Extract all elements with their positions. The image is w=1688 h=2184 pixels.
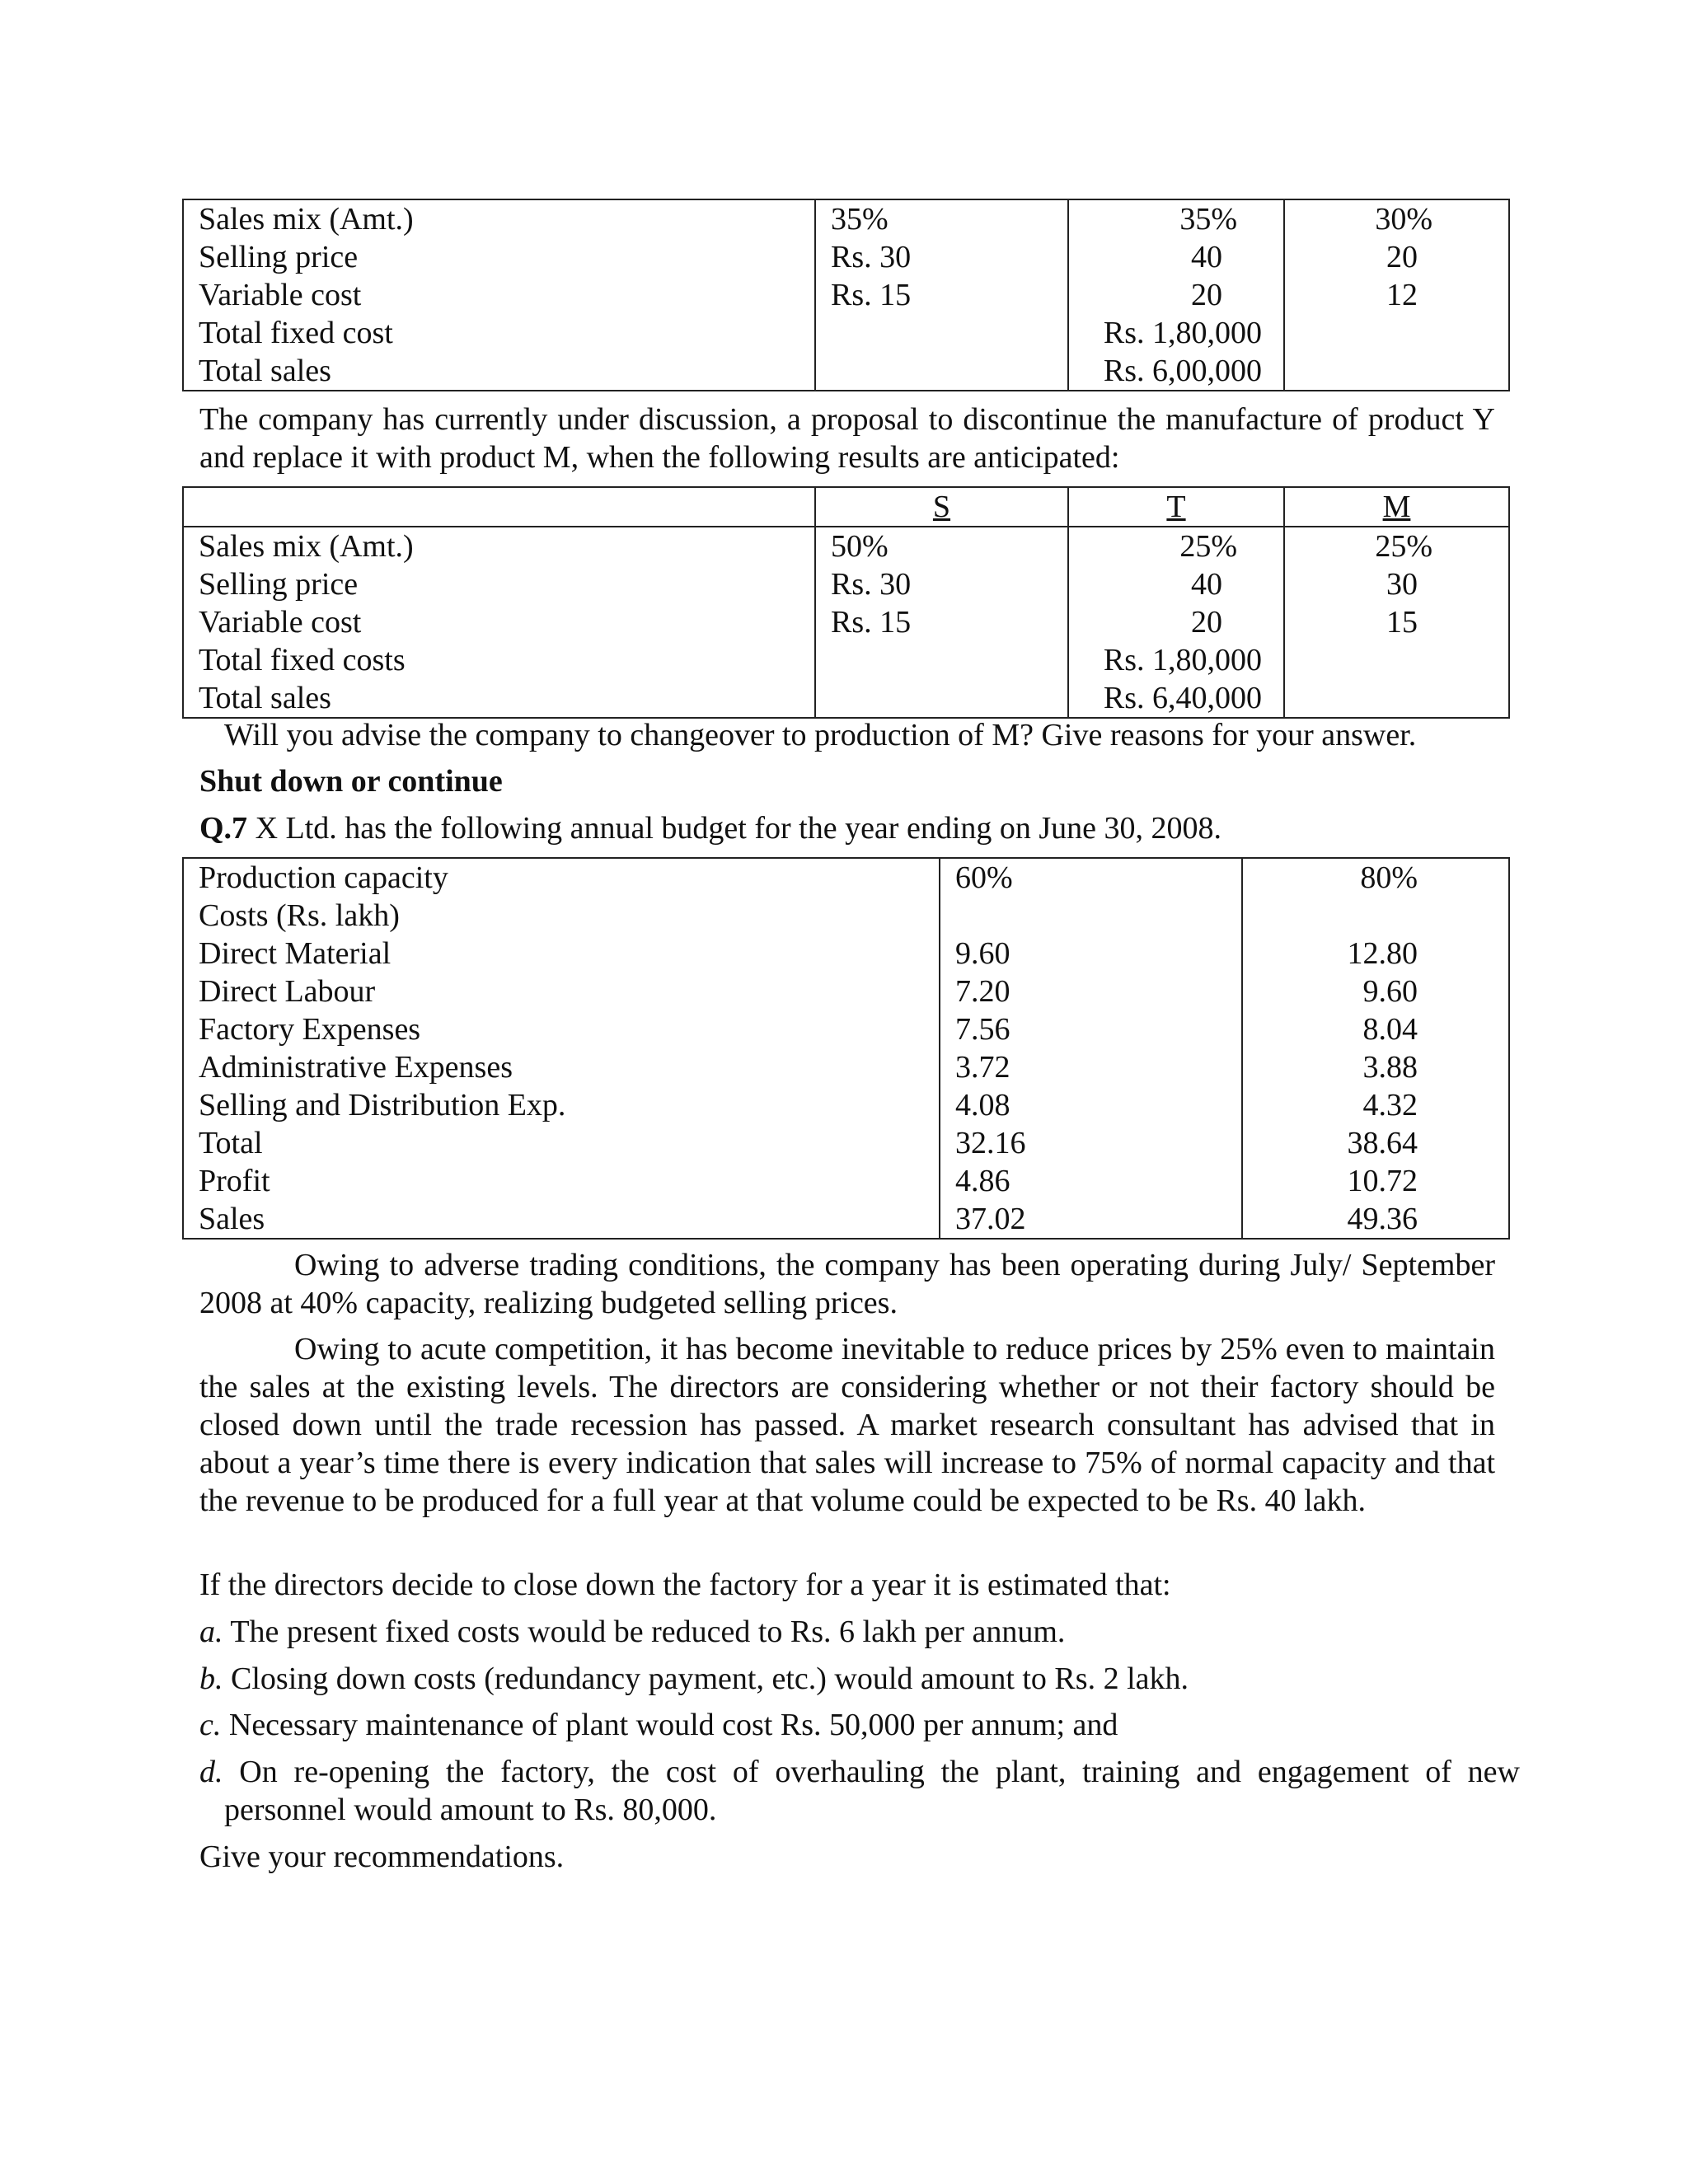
estimate-item-c <box>199 1706 1495 1744</box>
table3-label: Sales <box>199 1202 265 1236</box>
table1-cell: 35% <box>831 202 889 237</box>
table1-cell: Rs. 6,00,000 <box>1103 354 1262 388</box>
table2-label: Total fixed costs <box>199 643 406 677</box>
changeover-question: Will you advise the company to changeover to production of M? Give reasons for your answer. <box>224 718 1417 752</box>
table3-label: Administrative Expenses <box>199 1050 513 1085</box>
table2-col-t <box>1068 527 1284 718</box>
table1-label: Total fixed cost <box>199 316 393 350</box>
table2-label: Selling price <box>199 567 359 602</box>
table2-cell: 20 <box>1191 605 1222 640</box>
table3-label: Factory Expenses <box>199 1012 421 1047</box>
item-text: Closing down costs (redundancy payment, etc.) would amount to Rs. 2 lakh. <box>223 1661 1189 1696</box>
proposal-paragraph: The company has currently under discussion, a proposal to discontinue the manufacture of product Y and replace it with product M, when the following results are anticipated: <box>199 402 1495 475</box>
table3-cell: 32.16 <box>955 1126 1026 1160</box>
table3-label: Direct Labour <box>199 974 376 1009</box>
table2-col-s <box>815 527 1068 718</box>
table2-cell: Rs. 15 <box>831 605 912 640</box>
table2-header-s: S <box>815 487 1068 527</box>
estimate-item-b <box>199 1660 1495 1698</box>
table1-label: Variable cost <box>199 278 362 312</box>
table1-label: Sales mix (Amt.) <box>199 202 414 237</box>
table2-label: Sales mix (Amt.) <box>199 529 414 564</box>
table3-label: Direct Material <box>199 936 392 971</box>
table2-label: Total sales <box>199 681 331 715</box>
item-text: On re-opening the factory, the cost of overhauling the plant, training and engagement of new personnel would amount to Rs. 80,000. <box>223 1755 1520 1827</box>
table3-labels <box>183 858 940 1239</box>
table2-cell: 50% <box>831 529 889 564</box>
estimate-item-a <box>199 1613 1495 1651</box>
table1-cell: Rs. 30 <box>831 240 912 274</box>
table2-labels <box>183 527 815 718</box>
table3-label: Selling and Distribution Exp. <box>199 1088 566 1122</box>
table3-label: Profit <box>199 1164 270 1198</box>
table3-cell: 4.32 <box>1362 1088 1418 1122</box>
close-down-intro: If the directors decide to close down the factory for a year it is estimated that: <box>199 1568 1171 1602</box>
table3-cell <box>1258 897 1418 935</box>
table2-header-blank <box>183 487 815 527</box>
table3-label: Total <box>199 1126 263 1160</box>
table1-cell <box>1300 352 1418 390</box>
annual-budget-table <box>182 857 1510 1240</box>
table3-label: Costs (Rs. lakh) <box>199 898 400 933</box>
table2-cell: 25% <box>1375 529 1432 564</box>
q7-intro <box>199 809 1221 847</box>
table2-cell <box>1300 641 1418 679</box>
table3-cell: 37.02 <box>955 1202 1026 1236</box>
table2-col-m <box>1284 527 1509 718</box>
table2-label: Variable cost <box>199 605 362 640</box>
table1-cell <box>831 352 1053 390</box>
table3-cell: 9.60 <box>955 936 1010 971</box>
table3-cell: 80% <box>1360 860 1418 895</box>
table3-cell: 12.80 <box>1347 936 1418 971</box>
item-text: Necessary maintenance of plant would cost Rs. 50,000 per annum; and <box>221 1708 1118 1742</box>
table2-header-m: M <box>1284 487 1509 527</box>
table1-cell: 20 <box>1191 278 1222 312</box>
table3-cell: 3.88 <box>1362 1050 1418 1085</box>
item-marker: d. <box>199 1755 223 1789</box>
table1-cell: 12 <box>1386 278 1418 312</box>
table3-cell: 4.08 <box>955 1088 1010 1122</box>
table3-col-60 <box>940 858 1242 1239</box>
table3-cell: 7.56 <box>955 1012 1010 1047</box>
table3-col-80 <box>1242 858 1509 1239</box>
table1-col-s <box>815 199 1068 391</box>
table1-cell: 40 <box>1191 240 1222 274</box>
table2-cell: 15 <box>1386 605 1418 640</box>
table3-cell: 4.86 <box>955 1164 1010 1198</box>
table1-label: Selling price <box>199 240 359 274</box>
table2-cell: Rs. 30 <box>831 567 912 602</box>
table3-label: Production capacity <box>199 860 448 895</box>
q7-label: Q.7 <box>199 811 248 846</box>
table2-cell: Rs. 6,40,000 <box>1103 681 1262 715</box>
table1-cell: Rs. 15 <box>831 278 912 312</box>
table2-cell <box>831 679 1053 717</box>
table3-cell <box>955 897 1226 935</box>
table3-cell: 10.72 <box>1347 1164 1418 1198</box>
competition-paragraph: Owing to acute competition, it has become inevitable to reduce prices by 25% even to maintain the sales at the existing levels. The directors are considering whether or not their factory should be closed down until the trade recession has passed. A market research consultant has advised that in about a year’s time there is every indication that sales will increase to 75% of normal capacity and that the revenue to be produced for a full year at that volume could be expected to be Rs. 40 lakh. <box>199 1332 1495 1518</box>
item-marker: c. <box>199 1708 222 1742</box>
table2-cell: 40 <box>1191 567 1222 602</box>
section-heading: Shut down or continue <box>199 764 503 799</box>
table2-cell <box>831 641 1053 679</box>
table2-cell: 30 <box>1386 567 1418 602</box>
table2-header-t: T <box>1068 487 1284 527</box>
table3-cell: 49.36 <box>1347 1202 1418 1236</box>
estimate-item-d <box>199 1753 1520 1829</box>
table1-col-u <box>1284 199 1509 391</box>
table1-labels <box>183 199 815 391</box>
table3-cell: 3.72 <box>955 1050 1010 1085</box>
table3-cell: 7.20 <box>955 974 1010 1009</box>
table1-cell: 20 <box>1386 240 1418 274</box>
q7-text: X Ltd. has the following annual budget for the year ending on June 30, 2008. <box>247 811 1222 846</box>
table1-cell <box>831 314 1053 352</box>
sales-mix-table-current <box>182 199 1510 391</box>
table3-cell: 60% <box>955 860 1013 895</box>
sales-mix-table-proposed <box>182 486 1510 719</box>
table1-cell <box>1300 314 1418 352</box>
table3-cell: 9.60 <box>1362 974 1418 1009</box>
item-marker: a. <box>199 1615 223 1649</box>
table2-cell: 25% <box>1179 529 1237 564</box>
table2-cell: Rs. 1,80,000 <box>1103 643 1262 677</box>
item-marker: b. <box>199 1661 223 1696</box>
table3-cell: 8.04 <box>1362 1012 1418 1047</box>
closing-line: Give your recommendations. <box>199 1840 565 1874</box>
trading-conditions-paragraph: Owing to adverse trading conditions, the company has been operating during July/ September 2008 at 40% capacity, realizing budgeted selling prices. <box>199 1248 1495 1320</box>
table1-col-t <box>1068 199 1284 391</box>
table1-cell: 35% <box>1179 202 1237 237</box>
table3-cell: 38.64 <box>1347 1126 1418 1160</box>
item-text: The present fixed costs would be reduced to Rs. 6 lakh per annum. <box>223 1615 1066 1649</box>
table1-cell: Rs. 1,80,000 <box>1103 316 1262 350</box>
table1-cell: 30% <box>1375 202 1432 237</box>
table1-label: Total sales <box>199 354 331 388</box>
table2-cell <box>1300 679 1418 717</box>
